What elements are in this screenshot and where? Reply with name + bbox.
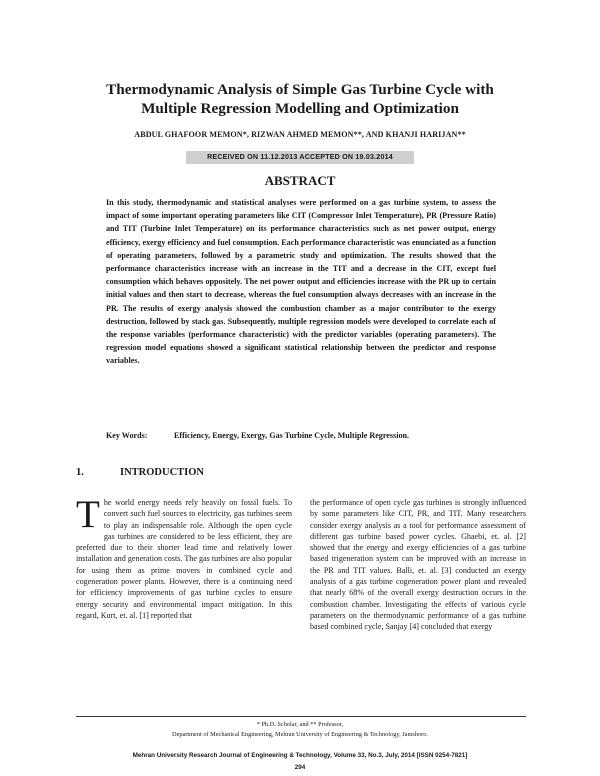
journal-citation-footer: Mehran University Research Journal of Engineering & Technology, Volume 33, No.3, July, 2014 [ISSN 0254-7821]: [132, 752, 468, 759]
keywords-label: Key Words:: [106, 431, 148, 440]
abstract-text: In this study, thermodynamic and statistical analyses were performed on a gas turbine system, to assess the impact of some important operating parameters like CIT (Compressor Inlet Temperature), PR (Pressure Ratio) and TIT (Turbine Inlet Temperature) on its performance characteristics such as net power output, energy efficiency, exergy efficiency and fuel consumption. Each performance characteristic was enunciated as a function of operating parameters, followed by a parametric study and optimization. The results showed that the performance characteristics increase with an increase in the TIT and a decrease in the CIT, except fuel consumption which behaves oppositely. The net power output and efficiencies increase with the PR up to certain initial values and then start to decrease, whereas the fuel consumption always decreases with an increase in the PR. The results of exergy analysis showed the combustion chamber as a major contributor to the exergy destruction, followed by stack gas. Subsequently, multiple regression models were developed to correlate each of the response variables (performance characteristic) with the predictor variables (operating parameters). The regression model equations showed a significant statistical relationship between the predictor and response variables.: [106, 198, 496, 366]
section-title: INTRODUCTION: [120, 467, 205, 478]
body-column-left: [76, 493, 292, 621]
author-list: ABDUL GHAFOOR MEMON*, RIZWAN AHMED MEMON**, AND KHANJI HARIJAN**: [134, 130, 466, 139]
footnote: [60, 720, 540, 739]
footnote-divider: [76, 716, 526, 717]
received-accepted-banner: RECEIVED ON 11.12.2013 ACCEPTED ON 19.03.2014: [186, 151, 414, 164]
paper-title-line2: Multiple Regression Modelling and Optimization: [141, 100, 459, 117]
paper-title-line1: Thermodynamic Analysis of Simple Gas Turbine Cycle with: [106, 81, 494, 98]
abstract-heading: ABSTRACT: [264, 173, 336, 188]
right-column-text: the performance of open cycle gas turbines is strongly influenced by some parameters like CIT, PR, and TIT. Many researchers consider exergy analysis as a tool for performance assessment of different gas turbine based power cycles. Ghaebi, et. al. [2] showed that the energy and exergy efficiencies of a gas turbine based trigeneration system can be improved with an increase in the PR and TIT values. Balli, et. al. [3] conducted an exergy analysis of a gas turbine cogeneration power plant and revealed that nearly 68% of the overall exergy destruction occurs in the combustion chamber. Investigating the effects of various cycle parameters on the thermodynamic performance of a gas turbine based combined cycle, Sanjay [4] concluded that exergy: [310, 498, 526, 632]
keywords: [106, 431, 526, 440]
body-column-right: [310, 497, 526, 633]
keywords-list: Efficiency, Energy, Exergy, Gas Turbine Cycle, Multiple Regression.: [174, 431, 410, 440]
footnote-affiliation-roles: * Ph.D. Scholar, and ** Professor,: [256, 721, 344, 728]
section-number: 1.: [76, 467, 84, 478]
page-number: 294: [294, 764, 306, 771]
section-heading-introduction: [76, 467, 204, 478]
left-column-text: he world energy needs rely heavily on fossil fuels. To convert such fuel sources to electricity, gas turbines seem to play an indispensable role. Although the open cycle gas turbines are considered to be less efficient, they are preferred due to their shorter lead time and relatively lower installation and generation costs. The gas turbines are also popular for using them as prime movers in combined cycle and cogeneration power plants. However, there is a continuing need for efficiency improvements of gas turbine cycles to ensure energy security and environmental impact mitigation. In this regard, Kurt, et. al. [1] reported that: [76, 498, 292, 620]
paper-title: [60, 80, 540, 118]
drop-cap-letter: T: [76, 493, 100, 536]
footnote-department: Department of Mechanical Engineering, Mehran University of Engineering & Technology, Jamshoro.: [172, 730, 428, 738]
